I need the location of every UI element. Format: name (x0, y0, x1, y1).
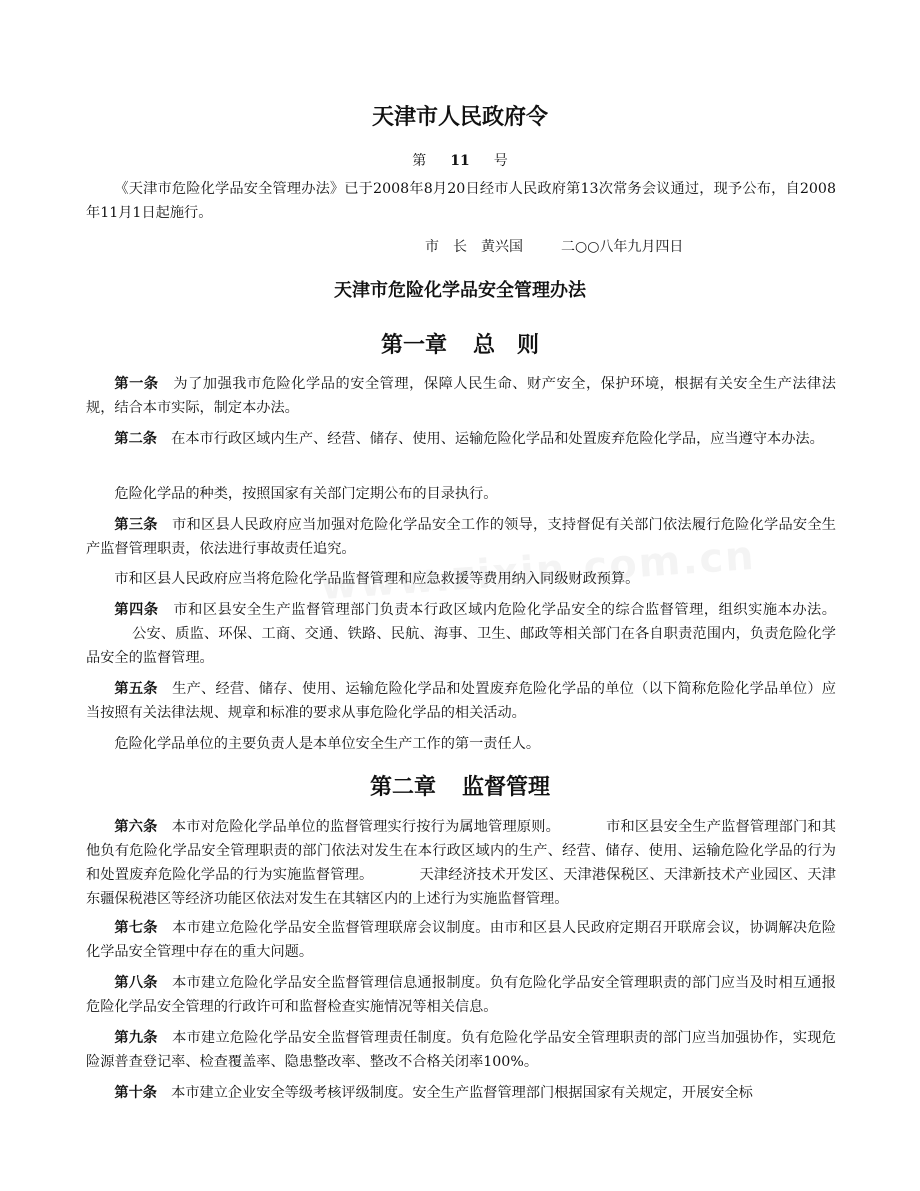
order-number (0, 150, 920, 170)
article-text-2: 公安、质监、环保、工商、交通、铁路、民航、海事、卫生、邮政等相关部门在各自职责范围内，负责危险化学品安全的监督管理。 (86, 626, 836, 666)
article-5 (86, 677, 836, 725)
signature-name: 黄兴国 (481, 239, 523, 255)
article-8 (86, 971, 836, 1019)
article-text: 本市对危险化学品单位的监督管理实行按行为属地管理原则。 (171, 819, 560, 835)
preamble-block (86, 177, 836, 225)
article-label: 第三条 (114, 517, 158, 533)
article-10 (86, 1081, 836, 1105)
article-2-para-2 (86, 482, 836, 506)
article-5-para-2 (86, 732, 836, 756)
article-text: 本市建立危险化学品安全监督管理信息通报制度。负有危险化学品安全管理职责的部门应当及时相互通报危险化学品安全管理的行政许可和监督检查实施情况等相关信息。 (86, 975, 836, 1015)
article-text: 本市建立危险化学品安全监督管理联席会议制度。由市和区县人民政府定期召开联席会议，协调解决危险化学品安全管理中存在的重大问题。 (86, 920, 836, 960)
chapter-2-name: 监督管理 (462, 775, 551, 800)
article-label: 第五条 (114, 681, 158, 697)
article-text: 本市建立企业安全等级考核评级制度。安全生产监督管理部门根据国家有关规定，开展安全标 (171, 1085, 753, 1101)
article-1 (86, 372, 836, 420)
article-text: 为了加强我市危险化学品的安全管理，保障人民生命、财产安全，保护环境，根据有关安全生产法律法规，结合本市实际，制定本办法。 (86, 376, 836, 416)
signature (425, 236, 697, 256)
article-9 (86, 1026, 836, 1074)
order-prefix: 第 (412, 153, 427, 169)
article-text: 市和区县人民政府应当加强对危险化学品安全工作的领导，支持督促有关部门依法履行危险化学品安全生产监督管理职责，依法进行事故责任追究。 (86, 517, 836, 557)
article-text: 生产、经营、储存、使用、运输危险化学品和处置废弃危险化学品的单位（以下简称危险化学品单位）应当按照有关法律法规、规章和标准的要求从事危险化学品的相关活动。 (86, 681, 836, 721)
article-7 (86, 916, 836, 964)
article-label: 第二条 (114, 431, 157, 447)
chapter-1-name: 总 则 (473, 333, 540, 358)
article-label: 第八条 (114, 975, 158, 991)
article-label: 第一条 (114, 376, 159, 392)
article-4 (86, 598, 836, 670)
article-2 (86, 427, 836, 451)
article-text: 危险化学品单位的主要负责人是本单位安全生产工作的第一责任人。 (114, 736, 541, 752)
article-text: 本市建立危险化学品安全监督管理责任制度。负有危险化学品安全管理职责的部门应当加强协作，实现危险源普查登记率、检查覆盖率、隐患整改率、整改不合格关闭率100%。 (86, 1030, 836, 1070)
order-num: 11 (450, 153, 470, 169)
article-label: 第十条 (114, 1085, 157, 1101)
law-title: 天津市危险化学品安全管理办法 (334, 280, 586, 301)
signature-title: 市 长 (425, 239, 467, 255)
article-text: 在本市行政区域内生产、经营、储存、使用、运输危险化学品和处置废弃危险化学品，应当遵守本办法。 (171, 431, 824, 447)
article-text: 危险化学品的种类，按照国家有关部门定期公布的目录执行。 (114, 486, 498, 502)
article-6 (86, 815, 836, 911)
article-text-2: 市和区县安全生产监督管理部门和其他负有危险化学品安全管理职责的部门依法对发生在本行政区域内的生产、经营、储存、使用、运输危险化学品的行为和处置废弃危险化学品的行为实施监督管理。 (86, 819, 836, 883)
chapter-1-heading (0, 328, 920, 359)
article-text-3: 天津经济技术开发区、天津港保税区、天津新技术产业园区、天津东疆保税港区等经济功能区依法对发生在其辖区内的上述行为实施监督管理。 (86, 867, 836, 907)
article-text: 市和区县人民政府应当将危险化学品监督管理和应急救援等费用纳入同级财政预算。 (114, 571, 640, 587)
chapter-1-number: 第一章 (380, 333, 447, 358)
order-suffix: 号 (493, 153, 508, 169)
article-label: 第九条 (114, 1030, 158, 1046)
article-text: 市和区县安全生产监督管理部门负责本行政区域内危险化学品安全的综合监督管理，组织实施本办法。 (173, 602, 836, 618)
chapter-2-number: 第二章 (369, 775, 436, 800)
article-label: 第七条 (114, 920, 158, 936)
article-label: 第六条 (114, 819, 158, 835)
signature-date: 二○○八年九月四日 (561, 239, 684, 255)
doc-title: 天津市人民政府令 (371, 105, 548, 130)
preamble: 《天津市危险化学品安全管理办法》已于2008年8月20日经市人民政府第13次常务会议通过，现予公布，自2008年11月1日起施行。 (86, 181, 836, 221)
chapter-2-heading (0, 770, 920, 801)
article-label: 第四条 (114, 602, 159, 618)
